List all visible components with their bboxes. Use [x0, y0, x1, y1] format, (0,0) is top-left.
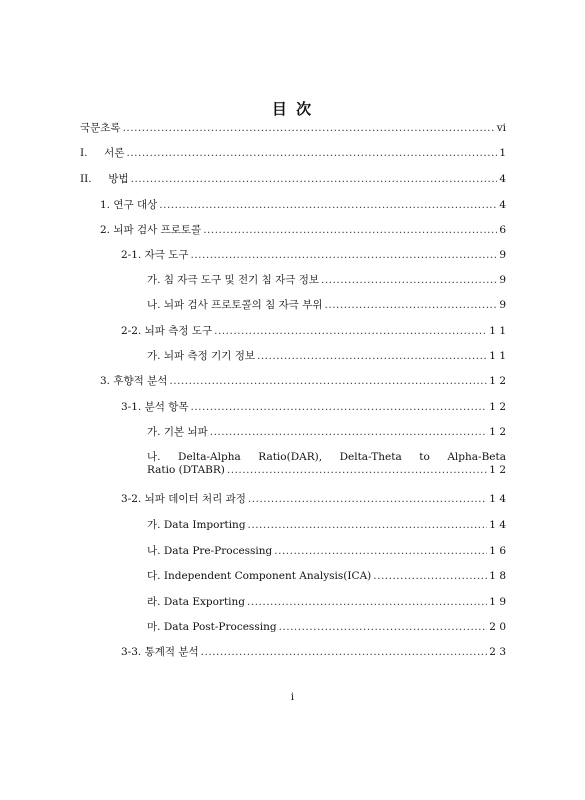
- toc-entry[interactable]: [121, 401, 506, 414]
- toc-entry[interactable]: [80, 173, 506, 186]
- toc-entry-label: 2. 뇌파 검사 프로토콜: [100, 224, 202, 236]
- toc-leader-dots: [191, 401, 488, 414]
- toc-entry[interactable]: [147, 621, 506, 634]
- toc-entry-line2: [147, 464, 506, 477]
- toc-leader-dots: [159, 199, 497, 212]
- toc-entry-page: 1 1: [489, 325, 506, 337]
- toc-entry-page: 1 4: [489, 493, 506, 505]
- toc-leader-dots: [325, 299, 498, 312]
- toc-leader-dots: [257, 350, 487, 363]
- toc-entry[interactable]: [80, 122, 506, 135]
- toc-entry-label: 3-2. 뇌파 데이터 처리 과정: [121, 493, 246, 505]
- toc-entry-label: I. 서론: [80, 147, 125, 159]
- toc-entry[interactable]: [147, 451, 506, 477]
- toc-leader-dots: [214, 325, 487, 338]
- toc-entry[interactable]: [121, 493, 506, 506]
- toc-entry-page: 1 6: [489, 545, 506, 557]
- toc-entry-label: 가. Data Importing: [147, 519, 246, 531]
- toc-entry-label: 가. 기본 뇌파: [147, 426, 208, 438]
- toc-entry-label: 국문초록: [80, 122, 121, 134]
- toc-entry-label: II. 방법: [80, 173, 129, 185]
- toc-entry[interactable]: [147, 519, 506, 532]
- toc-entry-label: 3. 후향적 분석: [100, 375, 168, 387]
- toc-entry-page: 4: [499, 173, 506, 185]
- toc-entry-label: 가. 침 자극 도구 및 전기 침 자극 정보: [147, 274, 320, 286]
- toc-entry-label: 가. 뇌파 측정 기기 정보: [147, 350, 255, 362]
- toc-leader-dots: [279, 621, 488, 634]
- toc-leader-dots: [131, 173, 498, 186]
- toc-entry-page: 9: [499, 249, 506, 261]
- toc-leader-dots: [274, 545, 487, 558]
- toc-entry-page: 1 2: [489, 426, 506, 438]
- toc-leader-dots: [169, 375, 487, 388]
- toc-entry[interactable]: [121, 646, 506, 659]
- toc-entry-page: 1 2: [489, 401, 506, 413]
- toc-entry[interactable]: [100, 199, 506, 212]
- toc-leader-dots: [248, 493, 487, 506]
- toc-entry[interactable]: [147, 350, 506, 363]
- toc-entry[interactable]: [121, 249, 506, 262]
- toc-entry-label: 나. 뇌파 검사 프로토콜의 침 자극 부위: [147, 299, 323, 311]
- page-number: i: [290, 692, 295, 703]
- toc-entry-label: 나. Data Pre-Processing: [147, 545, 273, 557]
- toc-entry[interactable]: [100, 224, 506, 237]
- toc-entry-label: Ratio (DTABR): [147, 464, 225, 476]
- toc-entry-page: 9: [499, 274, 506, 286]
- toc-leader-dots: [247, 596, 487, 609]
- toc-leader-dots: [373, 570, 487, 583]
- toc-entry[interactable]: [147, 596, 506, 609]
- toc-entry-page: 1 4: [489, 519, 506, 531]
- toc-entry-page: 2 3: [489, 646, 506, 658]
- toc-leader-dots: [248, 519, 488, 532]
- toc-entry[interactable]: [147, 545, 506, 558]
- toc-entry-page: 1: [499, 147, 506, 159]
- toc-entry[interactable]: [147, 426, 506, 439]
- toc-entry-page: 4: [499, 199, 506, 211]
- toc-leader-dots: [123, 122, 495, 135]
- toc-leader-dots: [203, 224, 497, 237]
- toc-entry[interactable]: [147, 570, 506, 583]
- toc-entry-label: 3-1. 분석 항목: [121, 401, 189, 413]
- toc-entry-page: 9: [499, 299, 506, 311]
- toc-entry-page: 1 1: [489, 350, 506, 362]
- toc-entry[interactable]: [100, 375, 506, 388]
- toc-leader-dots: [201, 646, 488, 659]
- toc-entry-label: 2-1. 자극 도구: [121, 249, 189, 261]
- toc-entry-page: 6: [499, 224, 506, 236]
- toc-leader-dots: [126, 147, 497, 160]
- toc-leader-dots: [210, 426, 488, 439]
- toc-leader-dots: [191, 249, 498, 262]
- toc-title: 目 次: [271, 100, 314, 118]
- toc-entry-label: 2-2. 뇌파 측정 도구: [121, 325, 213, 337]
- toc-entry-page: 1 9: [489, 596, 506, 608]
- toc-leader-dots: [321, 274, 497, 287]
- toc-entry-page: 1 8: [489, 570, 506, 582]
- toc-entry-label: 3-3. 통계적 분석: [121, 646, 199, 658]
- toc-entry-page: vi: [496, 122, 506, 134]
- toc-entry[interactable]: [147, 274, 506, 287]
- toc-entry-page: 1 2: [489, 464, 506, 476]
- toc-entry-page: 1 2: [489, 375, 506, 387]
- toc-entry-label: 라. Data Exporting: [147, 596, 246, 608]
- toc-entry-page: 2 0: [489, 621, 506, 633]
- toc-entry-label: 다. Independent Component Analysis(ICA): [147, 570, 372, 582]
- toc-entry[interactable]: [147, 299, 506, 312]
- toc-entry[interactable]: [80, 147, 506, 160]
- toc-entry-label: 1. 연구 대상: [100, 199, 158, 211]
- toc-leader-dots: [227, 464, 487, 477]
- toc-entry-label: 마. Data Post-Processing: [147, 621, 277, 633]
- toc-entry[interactable]: [121, 325, 506, 338]
- toc-entry-label-line1: 나. Delta-Alpha Ratio(DAR), Delta-Theta to Alpha-Beta: [147, 451, 506, 463]
